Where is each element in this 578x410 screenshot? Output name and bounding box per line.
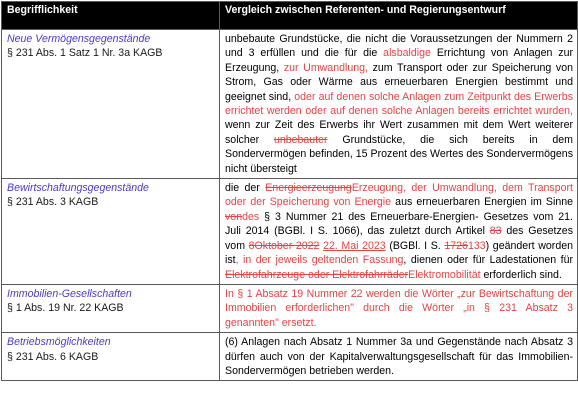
table-row	[2, 179, 578, 285]
law-reference: § 1 Abs. 19 Nr. 22 KAGB	[7, 302, 124, 315]
deleted-text: unbebauter	[273, 133, 328, 146]
term-name: Bewirtschaftungsgegenstände	[7, 182, 149, 195]
text-segment: aus erneuerbaren Energien im Sinne	[391, 196, 573, 209]
comparison-text	[220, 179, 578, 285]
inserted-text: , in der jeweils geltenden Fassung	[235, 254, 404, 267]
law-reference: § 231 Abs. 6 KAGB	[7, 350, 99, 363]
text-segment: Grundstücke, die sich bereits in dem Sondervermögen befinden, 15 Prozent des Wertes des Sondervermögens nicht übersteigt	[225, 133, 573, 175]
deleted-text: Elektrofahrzeuge oder Elektrofahrräder	[225, 268, 409, 281]
comparison-text	[220, 284, 578, 332]
inserted-text: alsbaldige	[383, 47, 431, 60]
table-row	[2, 333, 578, 381]
text-segment: Errichtung von Anlagen zur Erzeugung,	[225, 47, 573, 74]
text-segment: des Gesetzes vom	[225, 225, 573, 252]
header-term: Begrifflichkeit	[2, 2, 220, 30]
term-name: Immobilien-Gesellschaften	[7, 287, 132, 300]
term-cell	[2, 30, 220, 179]
deleted-text: Energieerzeugung	[265, 182, 352, 195]
deleted-text: von	[225, 210, 243, 223]
inserted-text: Erzeugung, der Umwandlung, dem Transport oder der Speicherung von Energie	[225, 182, 573, 209]
term-cell	[2, 284, 220, 332]
law-reference: § 231 Abs. 1 Satz 1 Nr. 3a KAGB	[7, 47, 163, 60]
table-row	[2, 284, 578, 332]
text-segment: erforderlich sind.	[480, 268, 562, 281]
text-segment: , dienen oder für Ladestationen für	[403, 254, 573, 267]
text-segment: wenn zur Zeit des Erwerbs ihr Wert zusammen mit dem Wert weiterer solcher	[225, 119, 573, 146]
inserted-text: zur Umwandlung,	[283, 61, 368, 74]
inserted-text: 133	[467, 239, 486, 252]
table-row	[2, 30, 578, 179]
comparison-table	[1, 1, 578, 381]
term-name: Neue Vermögensgegenstände	[7, 33, 151, 45]
inserted-text: Elektromobilität	[408, 268, 481, 281]
comparison-text	[220, 30, 578, 179]
law-reference: § 231 Abs. 3 KAGB	[7, 196, 99, 209]
header-comparison: Vergleich zwischen Referenten- und Regierungsentwurf	[220, 2, 578, 30]
term-cell	[2, 179, 220, 285]
text-segment: (BGBl. I S.	[385, 239, 445, 252]
inserted-text: 22. Mai 2023	[323, 239, 386, 252]
deleted-text: 83	[489, 225, 502, 238]
text-segment: § 3 Nummer 21 des Erneuerbare-Energien- Gesetzes vom 21. Juli 2014 (BGBl. I S. 1066), das zuletzt durch Artikel	[225, 210, 573, 238]
deleted-text: 8Oktober 2022	[248, 239, 320, 252]
inserted-text: oder auf denen solche Anlagen zum Zeitpunkt des Erwerbs errichtet werden oder auf denen solche Anlagen bereits errichtet wurden,	[225, 90, 573, 118]
text-segment: ) geändert worden ist	[225, 239, 573, 267]
text-segment: unbebaute Grundstücke, die nicht die Voraussetzungen der Nummern 2 und 3 erfüllen und die für die	[225, 33, 573, 60]
deleted-text: 1726	[444, 239, 468, 252]
inserted-text: des	[242, 210, 260, 223]
header-row	[2, 2, 578, 30]
comparison-text	[220, 333, 578, 381]
term-name: Betriebsmöglichkeiten	[7, 336, 111, 349]
text-segment: (6) Anlagen nach Absatz 1 Nummer 3a und Gegenstände nach Absatz 3 dürfen auch von der Kapitalverwaltungsgesellschaft für das Immobilien-Sondervermögen betrieben werden.	[225, 336, 573, 377]
text-segment: die der	[225, 182, 266, 195]
term-cell	[2, 333, 220, 381]
inserted-text: In § 1 Absatz 19 Nummer 22 werden die Wörter „zur Bewirtschaftung der Immobilien erforderlichen" durch die Wörter „in § 231 Absatz 3 genannten" ersetzt.	[225, 287, 573, 329]
text-segment: zum Transport oder zur Speicherung von Strom, Gas oder Wärme aus erneuerbaren Energien bestimmt und geeignet sind,	[225, 61, 573, 103]
